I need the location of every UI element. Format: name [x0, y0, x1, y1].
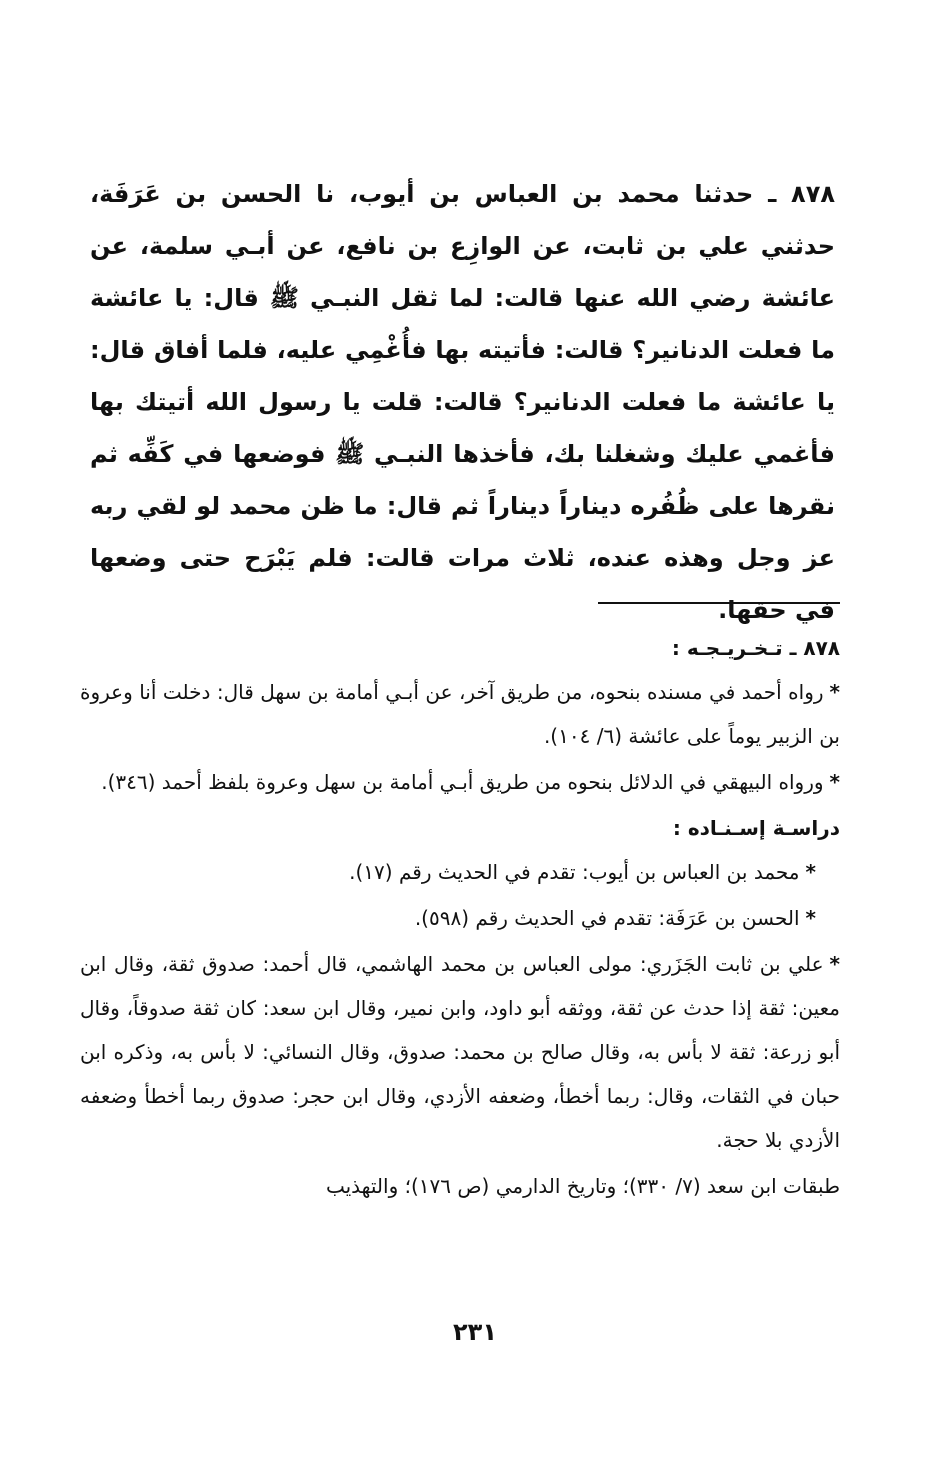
bullet-star: *: [805, 906, 816, 930]
page-number: ٢٣١: [453, 1318, 497, 1346]
bullet-star: *: [805, 860, 816, 884]
takhrij-dash: ـ: [789, 636, 797, 660]
takhrij-item: [80, 760, 840, 804]
footnotes-block: [80, 626, 840, 1208]
hadith-body: حدثنا محمد بن العباس بن أيوب، نا الحسن بن عَرَفَة، حدثني علي بن ثابت، عن الوازِع بن نافع، عن أبـي سلمة، عن عائشة رضي الله عنها قالت: لما ثقل النبـي ﷺ قال: يا عائشة ما فعلت الدنانير؟ قالت: فأتيته بها فأُغْمِي عليه، فلما أفاق قال: يا عائشة ما فعلت الدنانير؟ قالت: قلت يا رسول الله أتيتك بها فأغمي عليك وشغلنا بك، فأخذها النبـي ﷺ فوضعها في كَفِّه ثم نقرها على ظُفُره ديناراً ديناراً ثم قال: ما ظن محمد لو لقي ربه عز وجل وهذه عنده، ثلاث مرات قالت: فلم يَبْرَح حتى وضعها في حقها.: [90, 180, 835, 624]
takhrij-heading: [80, 626, 840, 670]
takhrij-item-text: ورواه البيهقي في الدلائل بنحوه من طريق أبـي أمامة بن سهل وعروة بلفظ أحمد (٣٤٦).: [101, 770, 824, 794]
footnote-divider: [598, 602, 840, 604]
bullet-star: *: [829, 952, 840, 976]
hadith-text-block: [90, 168, 835, 636]
hadith-number-dash: ـ: [768, 180, 777, 208]
dirasa-item-text: الحسن بن عَرَفَة: تقدم في الحديث رقم (٥٩٨).: [414, 906, 800, 930]
takhrij-item: [80, 670, 840, 758]
dirasa-item: [80, 896, 840, 940]
hadith-number: ٨٧٨: [791, 180, 835, 208]
bullet-star: *: [829, 770, 840, 794]
takhrij-number: ٨٧٨: [803, 636, 840, 660]
takhrij-item-text: رواه أحمد في مسنده بنحوه، من طريق آخر، عن أبـي أمامة بن سهل قال: دخلت أنا وعروة بن الزبير يوماً على عائشة (٦/ ١٠٤).: [80, 680, 840, 748]
dirasa-item-text: علي بن ثابت الجَزَري: مولى العباس بن محمد الهاشمي، قال أحمد: صدوق ثقة، وقال ابن معين: ثقة إذا حدث عن ثقة، ووثقه أبو داود، وابن نمير، وقال ابن سعد: كان ثقة صدوقاً، وقال أبو زرعة: ثقة لا بأس به، وقال صالح بن محمد: صدوق، وقال النسائي: لا بأس به، وذكره ابن حبان في الثقات، وقال: ربما أخطأ، وضعفه الأزدي، وقال ابن حجر: صدوق ربما أخطأ وضعفه الأزدي بلا حجة.: [80, 952, 840, 1152]
sources-line: طبقات ابن سعد (٧/ ٣٣٠)؛ وتاريخ الدارمي (ص ١٧٦)؛ والتهذيب: [325, 1174, 840, 1198]
dirasa-item-text: محمد بن العباس بن أيوب: تقدم في الحديث رقم (١٧).: [349, 860, 800, 884]
dirasa-item: [80, 850, 840, 894]
bullet-star: *: [829, 680, 840, 704]
dirasa-heading: دراسـة إسـنـاده :: [672, 816, 840, 840]
dirasa-item: [80, 942, 840, 1162]
hadith-paragraph: [90, 168, 835, 636]
takhrij-label: تـخـريـجـه :: [671, 636, 783, 660]
